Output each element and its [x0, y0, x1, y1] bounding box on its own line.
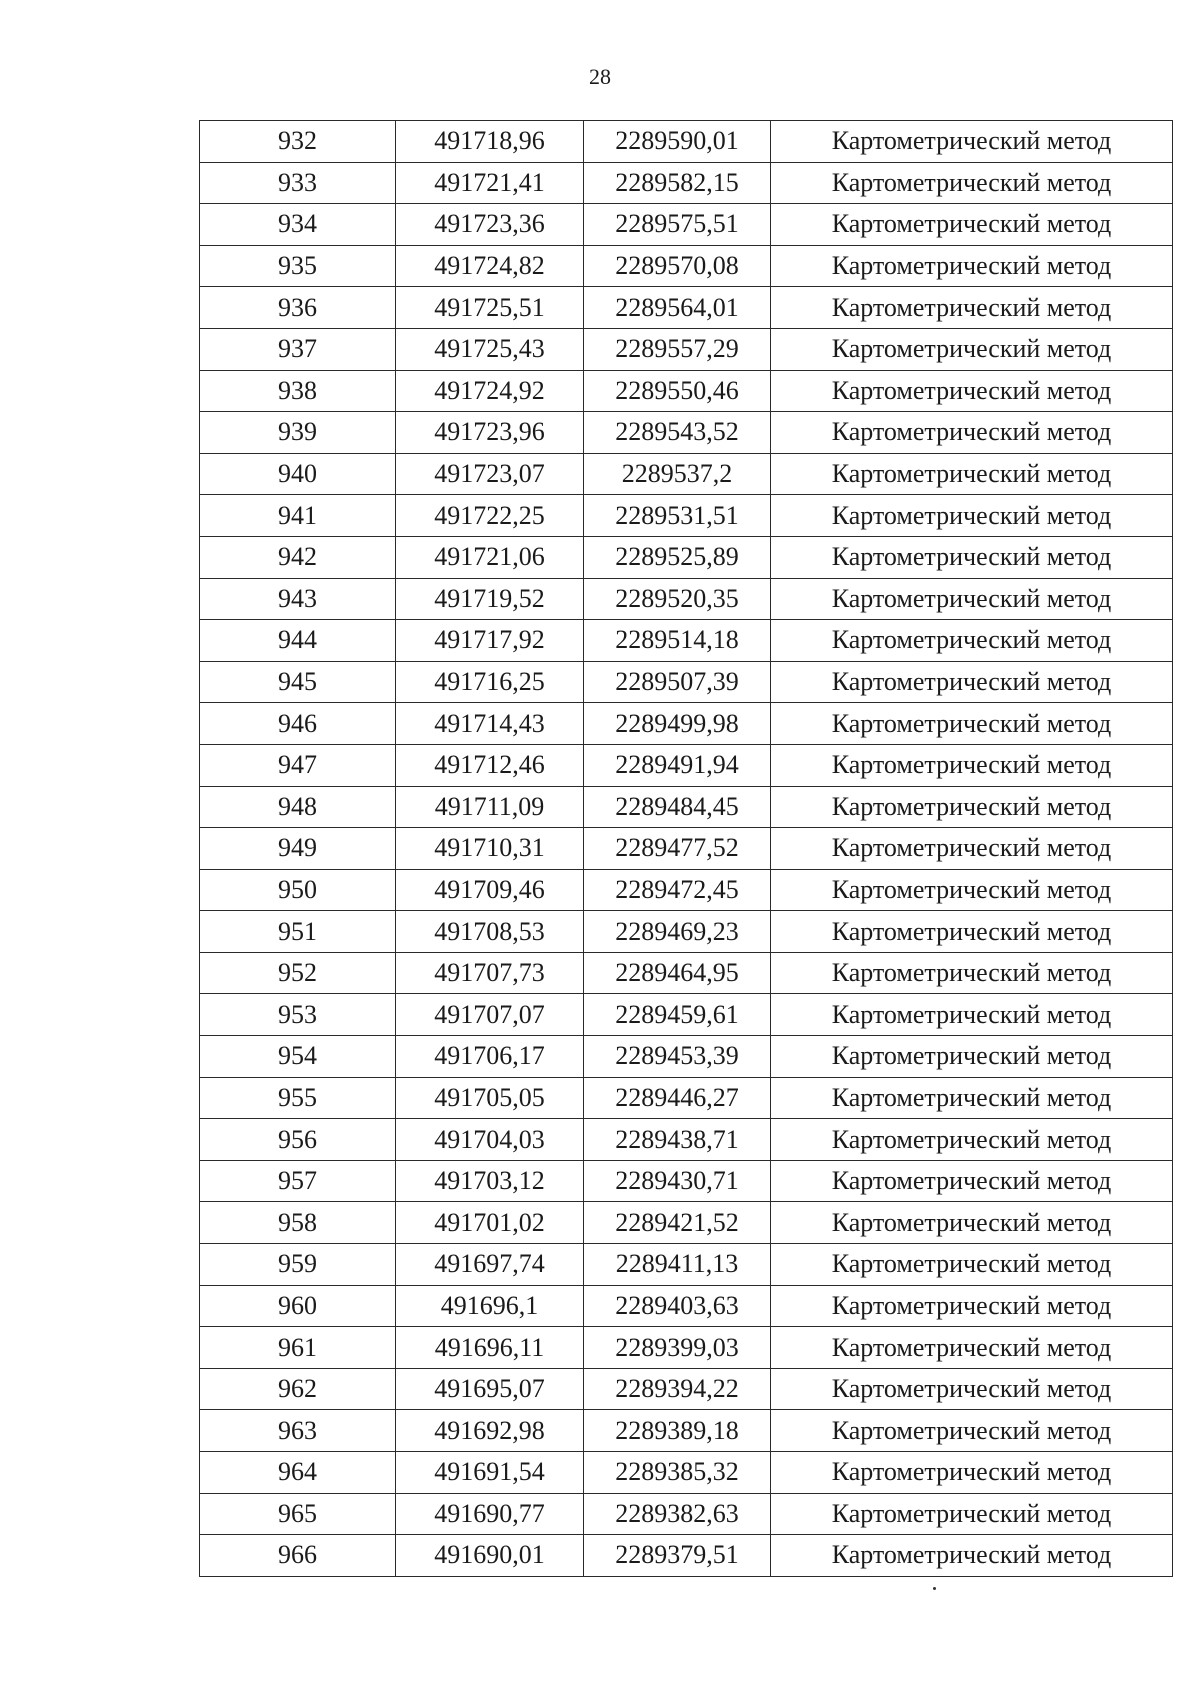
point-number-cell: 953 [200, 994, 396, 1036]
y-coordinate-cell: 2289403,63 [584, 1285, 771, 1327]
table-row [200, 1202, 1173, 1244]
y-coordinate-cell: 2289421,52 [584, 1202, 771, 1244]
x-coordinate-cell: 491723,96 [396, 412, 584, 454]
point-number-cell: 948 [200, 786, 396, 828]
x-coordinate-cell: 491711,09 [396, 786, 584, 828]
x-coordinate-cell: 491724,82 [396, 245, 584, 287]
table-row [200, 1327, 1173, 1369]
y-coordinate-cell: 2289564,01 [584, 287, 771, 329]
method-cell: Картометрический метод [771, 661, 1173, 703]
table-row [200, 1077, 1173, 1119]
table-row [200, 620, 1173, 662]
y-coordinate-cell: 2289491,94 [584, 744, 771, 786]
table-row [200, 1452, 1173, 1494]
point-number-cell: 944 [200, 620, 396, 662]
point-number-cell: 949 [200, 828, 396, 870]
y-coordinate-cell: 2289484,45 [584, 786, 771, 828]
y-coordinate-cell: 2289382,63 [584, 1493, 771, 1535]
y-coordinate-cell: 2289570,08 [584, 245, 771, 287]
x-coordinate-cell: 491710,31 [396, 828, 584, 870]
x-coordinate-cell: 491717,92 [396, 620, 584, 662]
table-row [200, 453, 1173, 495]
table-row [200, 1036, 1173, 1078]
method-cell: Картометрический метод [771, 536, 1173, 578]
y-coordinate-cell: 2289550,46 [584, 370, 771, 412]
y-coordinate-cell: 2289514,18 [584, 620, 771, 662]
x-coordinate-cell: 491703,12 [396, 1160, 584, 1202]
method-cell: Картометрический метод [771, 287, 1173, 329]
y-coordinate-cell: 2289575,51 [584, 204, 771, 246]
y-coordinate-cell: 2289379,51 [584, 1535, 771, 1577]
table-row [200, 828, 1173, 870]
table-row [200, 703, 1173, 745]
y-coordinate-cell: 2289430,71 [584, 1160, 771, 1202]
y-coordinate-cell: 2289520,35 [584, 578, 771, 620]
point-number-cell: 936 [200, 287, 396, 329]
method-cell: Картометрический метод [771, 1327, 1173, 1369]
point-number-cell: 951 [200, 911, 396, 953]
method-cell: Картометрический метод [771, 495, 1173, 537]
y-coordinate-cell: 2289464,95 [584, 952, 771, 994]
point-number-cell: 932 [200, 121, 396, 163]
point-number-cell: 943 [200, 578, 396, 620]
x-coordinate-cell: 491719,52 [396, 578, 584, 620]
x-coordinate-cell: 491725,51 [396, 287, 584, 329]
method-cell: Картометрический метод [771, 1202, 1173, 1244]
point-number-cell: 959 [200, 1244, 396, 1286]
point-number-cell: 937 [200, 328, 396, 370]
x-coordinate-cell: 491716,25 [396, 661, 584, 703]
method-cell: Картометрический метод [771, 370, 1173, 412]
point-number-cell: 946 [200, 703, 396, 745]
y-coordinate-cell: 2289394,22 [584, 1368, 771, 1410]
table-row [200, 661, 1173, 703]
y-coordinate-cell: 2289389,18 [584, 1410, 771, 1452]
table-row [200, 578, 1173, 620]
table-row [200, 744, 1173, 786]
method-cell: Картометрический метод [771, 620, 1173, 662]
y-coordinate-cell: 2289499,98 [584, 703, 771, 745]
table-row [200, 204, 1173, 246]
point-number-cell: 942 [200, 536, 396, 578]
point-number-cell: 962 [200, 1368, 396, 1410]
y-coordinate-cell: 2289525,89 [584, 536, 771, 578]
method-cell: Картометрический метод [771, 1535, 1173, 1577]
x-coordinate-cell: 491718,96 [396, 121, 584, 163]
method-cell: Картометрический метод [771, 204, 1173, 246]
method-cell: Картометрический метод [771, 1493, 1173, 1535]
method-cell: Картометрический метод [771, 869, 1173, 911]
table-row [200, 1368, 1173, 1410]
method-cell: Картометрический метод [771, 1077, 1173, 1119]
table-row [200, 1410, 1173, 1452]
stray-mark [933, 1587, 936, 1590]
y-coordinate-cell: 2289543,52 [584, 412, 771, 454]
y-coordinate-cell: 2289472,45 [584, 869, 771, 911]
point-number-cell: 963 [200, 1410, 396, 1452]
table-row [200, 121, 1173, 163]
point-number-cell: 947 [200, 744, 396, 786]
x-coordinate-cell: 491695,07 [396, 1368, 584, 1410]
table-row [200, 786, 1173, 828]
point-number-cell: 956 [200, 1119, 396, 1161]
y-coordinate-cell: 2289590,01 [584, 121, 771, 163]
y-coordinate-cell: 2289557,29 [584, 328, 771, 370]
x-coordinate-cell: 491708,53 [396, 911, 584, 953]
point-number-cell: 957 [200, 1160, 396, 1202]
y-coordinate-cell: 2289477,52 [584, 828, 771, 870]
point-number-cell: 938 [200, 370, 396, 412]
method-cell: Картометрический метод [771, 162, 1173, 204]
table-row [200, 952, 1173, 994]
point-number-cell: 966 [200, 1535, 396, 1577]
method-cell: Картометрический метод [771, 1285, 1173, 1327]
x-coordinate-cell: 491696,1 [396, 1285, 584, 1327]
point-number-cell: 961 [200, 1327, 396, 1369]
method-cell: Картометрический метод [771, 245, 1173, 287]
table-row [200, 370, 1173, 412]
x-coordinate-cell: 491705,05 [396, 1077, 584, 1119]
point-number-cell: 934 [200, 204, 396, 246]
point-number-cell: 952 [200, 952, 396, 994]
method-cell: Картометрический метод [771, 578, 1173, 620]
table-row [200, 1285, 1173, 1327]
x-coordinate-cell: 491722,25 [396, 495, 584, 537]
y-coordinate-cell: 2289507,39 [584, 661, 771, 703]
method-cell: Картометрический метод [771, 952, 1173, 994]
point-number-cell: 933 [200, 162, 396, 204]
table-row [200, 162, 1173, 204]
y-coordinate-cell: 2289446,27 [584, 1077, 771, 1119]
method-cell: Картометрический метод [771, 911, 1173, 953]
method-cell: Картометрический метод [771, 744, 1173, 786]
table-row [200, 1493, 1173, 1535]
table-row [200, 994, 1173, 1036]
method-cell: Картометрический метод [771, 1119, 1173, 1161]
y-coordinate-cell: 2289385,32 [584, 1452, 771, 1494]
y-coordinate-cell: 2289537,2 [584, 453, 771, 495]
x-coordinate-cell: 491724,92 [396, 370, 584, 412]
table-row [200, 412, 1173, 454]
point-number-cell: 939 [200, 412, 396, 454]
method-cell: Картометрический метод [771, 1410, 1173, 1452]
x-coordinate-cell: 491723,07 [396, 453, 584, 495]
table-row [200, 1160, 1173, 1202]
x-coordinate-cell: 491704,03 [396, 1119, 584, 1161]
table-row [200, 911, 1173, 953]
point-number-cell: 935 [200, 245, 396, 287]
y-coordinate-cell: 2289582,15 [584, 162, 771, 204]
x-coordinate-cell: 491712,46 [396, 744, 584, 786]
point-number-cell: 964 [200, 1452, 396, 1494]
method-cell: Картометрический метод [771, 453, 1173, 495]
x-coordinate-cell: 491725,43 [396, 328, 584, 370]
method-cell: Картометрический метод [771, 994, 1173, 1036]
x-coordinate-cell: 491709,46 [396, 869, 584, 911]
point-number-cell: 950 [200, 869, 396, 911]
point-number-cell: 954 [200, 1036, 396, 1078]
y-coordinate-cell: 2289459,61 [584, 994, 771, 1036]
table-row [200, 1119, 1173, 1161]
x-coordinate-cell: 491706,17 [396, 1036, 584, 1078]
point-number-cell: 958 [200, 1202, 396, 1244]
x-coordinate-cell: 491707,73 [396, 952, 584, 994]
method-cell: Картометрический метод [771, 121, 1173, 163]
method-cell: Картометрический метод [771, 1452, 1173, 1494]
method-cell: Картометрический метод [771, 1244, 1173, 1286]
method-cell: Картометрический метод [771, 786, 1173, 828]
x-coordinate-cell: 491690,77 [396, 1493, 584, 1535]
method-cell: Картометрический метод [771, 703, 1173, 745]
point-number-cell: 965 [200, 1493, 396, 1535]
y-coordinate-cell: 2289469,23 [584, 911, 771, 953]
point-number-cell: 945 [200, 661, 396, 703]
x-coordinate-cell: 491714,43 [396, 703, 584, 745]
table-row [200, 536, 1173, 578]
x-coordinate-cell: 491696,11 [396, 1327, 584, 1369]
y-coordinate-cell: 2289399,03 [584, 1327, 771, 1369]
x-coordinate-cell: 491721,41 [396, 162, 584, 204]
table-row [200, 287, 1173, 329]
point-number-cell: 940 [200, 453, 396, 495]
x-coordinate-cell: 491690,01 [396, 1535, 584, 1577]
x-coordinate-cell: 491691,54 [396, 1452, 584, 1494]
method-cell: Картометрический метод [771, 1036, 1173, 1078]
x-coordinate-cell: 491721,06 [396, 536, 584, 578]
method-cell: Картометрический метод [771, 1160, 1173, 1202]
table-row [200, 1535, 1173, 1577]
x-coordinate-cell: 491697,74 [396, 1244, 584, 1286]
method-cell: Картометрический метод [771, 328, 1173, 370]
x-coordinate-cell: 491707,07 [396, 994, 584, 1036]
method-cell: Картометрический метод [771, 828, 1173, 870]
y-coordinate-cell: 2289531,51 [584, 495, 771, 537]
point-number-cell: 960 [200, 1285, 396, 1327]
y-coordinate-cell: 2289438,71 [584, 1119, 771, 1161]
x-coordinate-cell: 491692,98 [396, 1410, 584, 1452]
y-coordinate-cell: 2289411,13 [584, 1244, 771, 1286]
table-row [200, 869, 1173, 911]
table-row [200, 245, 1173, 287]
point-number-cell: 941 [200, 495, 396, 537]
method-cell: Картометрический метод [771, 1368, 1173, 1410]
coordinates-table-body [200, 121, 1173, 1577]
coordinates-table [199, 120, 1173, 1577]
table-row [200, 328, 1173, 370]
table-row [200, 495, 1173, 537]
x-coordinate-cell: 491723,36 [396, 204, 584, 246]
page-number: 28 [589, 64, 611, 89]
y-coordinate-cell: 2289453,39 [584, 1036, 771, 1078]
method-cell: Картометрический метод [771, 412, 1173, 454]
table-row [200, 1244, 1173, 1286]
x-coordinate-cell: 491701,02 [396, 1202, 584, 1244]
point-number-cell: 955 [200, 1077, 396, 1119]
